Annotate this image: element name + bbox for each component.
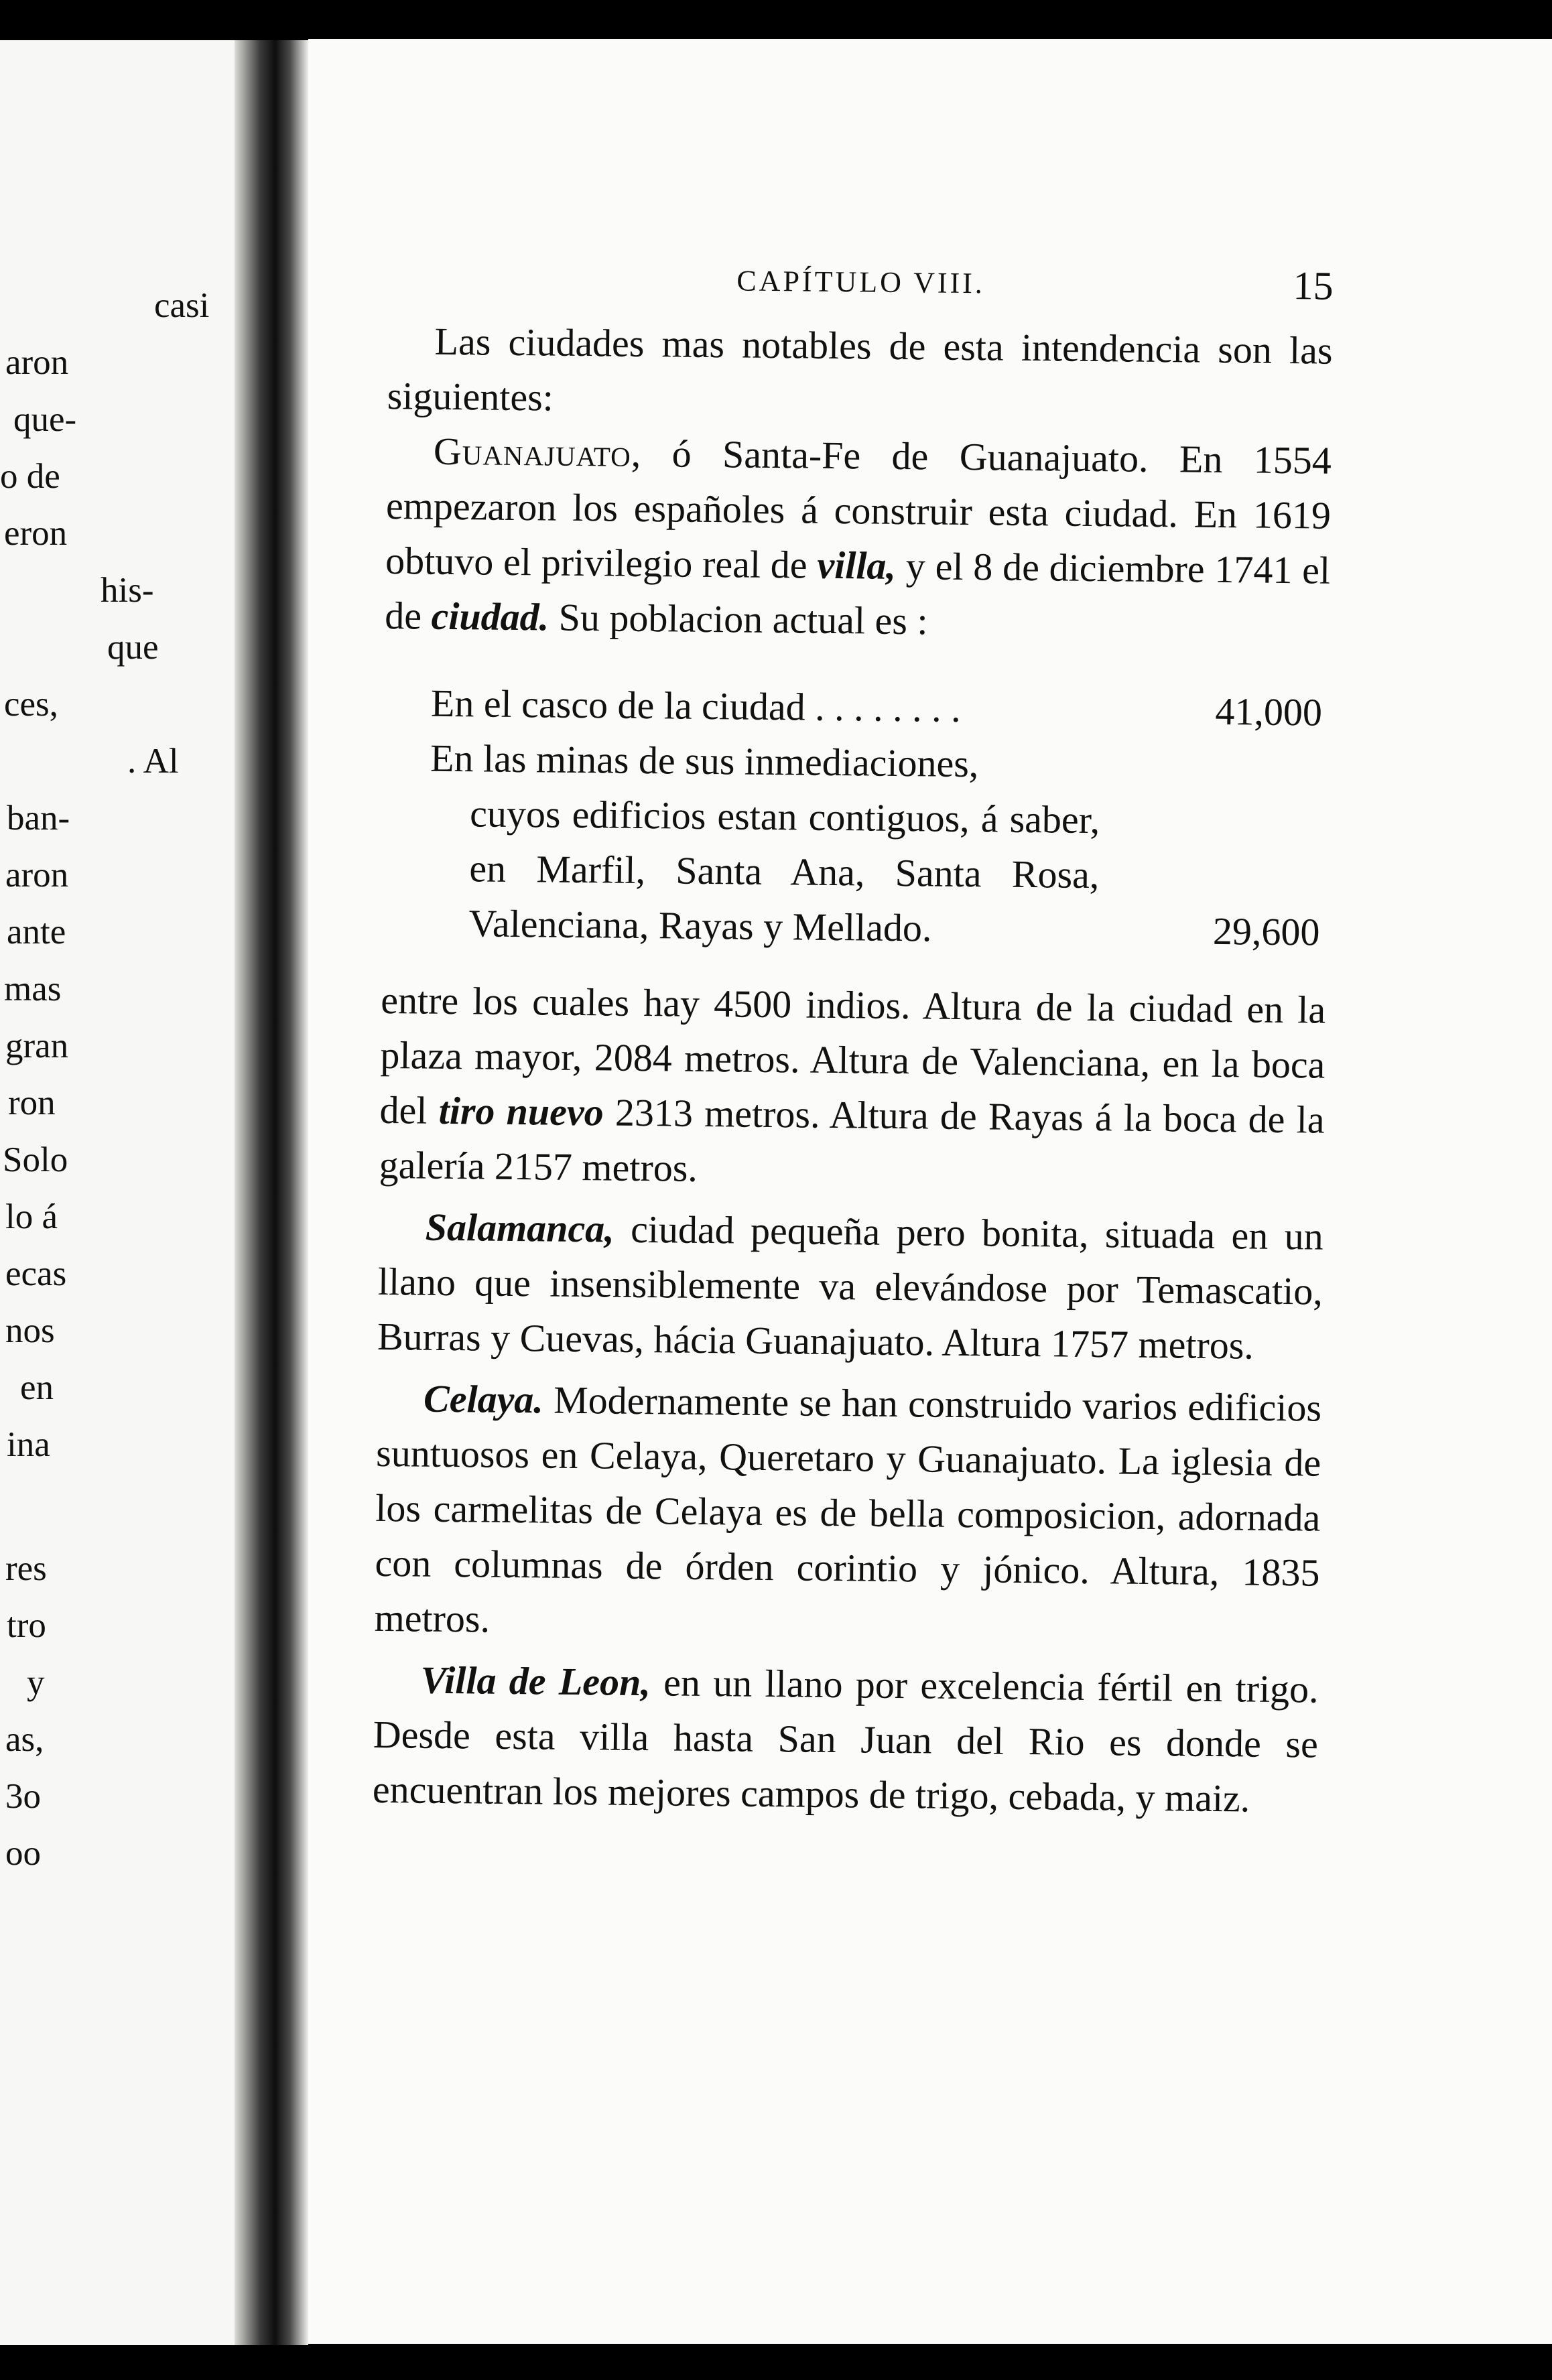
table-row-label-continuation: cuyos edificios estan contiguos, á saber, en Marfil, Santa Ana, Santa Rosa, Valenciana, Rayas y Mellado. (468, 791, 1100, 950)
paragraph-text: , ó Santa-Fe de Guanajuato. En 1554 empezaron los españoles á construir esta ciudad. En 1619 obtuvo el privilegio real de (385, 431, 1332, 587)
table-row (431, 676, 1323, 740)
paragraph-text: 2313 metros. Altura de Rayas á la boca de la galería 2157 metros. (379, 1090, 1325, 1190)
emphasis-villa: villa, (817, 543, 897, 588)
fragment-line: 3o (5, 1777, 41, 1816)
fragment-line: y (27, 1663, 45, 1702)
fragment-line: ron (8, 1083, 56, 1122)
fragment-line: tro (7, 1606, 46, 1645)
table-row-value: 41,000 (1215, 689, 1323, 734)
paragraph-text: entre los cuales hay 4500 indios. Altura de la ciudad en la plaza mayor, 2084 metros. Altura de Valenciana, en la boca del (379, 978, 1326, 1132)
fragment-line: eron (4, 514, 68, 553)
fragment-line: gran (5, 1027, 69, 1065)
fragment-line: en (20, 1368, 54, 1407)
fragment-line: oo (5, 1834, 41, 1873)
paragraph-text: Las ciudades mas notables de esta intendencia son las siguientes: (387, 319, 1333, 419)
paragraph-text: Su poblacion actual es : (548, 595, 928, 643)
emphasis-tiro-nuevo: tiro nuevo (438, 1088, 604, 1134)
fragment-line: ina (7, 1425, 50, 1464)
current-page (308, 39, 1552, 2344)
paragraph-guanajuato (385, 423, 1332, 653)
fragment-line: his- (101, 571, 154, 610)
fragment-line: lo á (5, 1197, 58, 1236)
city-name-villa-de-leon: Villa de Leon, (420, 1658, 651, 1705)
city-name-guanajuato: Guanajuato (433, 429, 632, 475)
table-row-label: En el casco de la ciudad . . . . . . . . (430, 681, 962, 730)
paragraph-celaya (374, 1371, 1321, 1656)
paragraph-text: Modernamente se han construido varios edificios suntuosos en Celaya, Queretaro y Guanajuato. La iglesia de los carmelitas de Celaya es de bella composicion, adornada con columnas de órden corintio y jónico. Altura, 1835 metros. (374, 1378, 1322, 1641)
paragraph-text: ciudad pequeña pero bonita, situada en un llano que insensiblemente va elevándose por Temascatio, Burras y Cuevas, hácia Guanajuato. Altura 1757 metros. (377, 1207, 1324, 1368)
city-name-salamanca: Salamanca, (425, 1205, 615, 1251)
fragment-line: mas (4, 970, 62, 1008)
page-text-block (373, 253, 1334, 1827)
city-name-celaya: Celaya. (423, 1376, 544, 1422)
fragment-line: o de (0, 457, 60, 496)
fragment-line: ante (7, 913, 66, 951)
fragment-line: res (5, 1549, 47, 1588)
fragment-line: ban- (7, 799, 70, 838)
fragment-line: . Al (127, 742, 179, 781)
table-row-label-first: En las minas de sus inmediaciones, (430, 736, 979, 786)
fragment-line: que (107, 628, 159, 667)
fragment-line: aron (5, 856, 69, 895)
population-table (428, 676, 1322, 960)
table-row (428, 731, 1321, 960)
running-head (388, 253, 1334, 324)
chapter-title: CAPÍTULO VIII. (736, 264, 986, 300)
table-row-label (428, 731, 1100, 957)
book-gutter (235, 40, 308, 2345)
fragment-line: Solo (3, 1140, 68, 1179)
paragraph-villa-de-leon (373, 1652, 1319, 1827)
fragment-line: ecas (5, 1254, 67, 1293)
paragraph-text: y el 8 de diciembre 1741 el de (384, 543, 1331, 638)
fragment-line: nos (5, 1311, 55, 1350)
emphasis-ciudad: ciudad. (431, 594, 549, 639)
fragment-line: casi (154, 286, 210, 325)
table-row-value: 29,600 (1212, 909, 1320, 954)
paragraph-altitudes (379, 973, 1325, 1203)
previous-page-fragment (0, 40, 235, 2345)
fragment-line: aron (5, 343, 69, 382)
paragraph-salamanca (377, 1199, 1323, 1374)
fragment-line: as, (5, 1720, 44, 1759)
page-number: 15 (1293, 263, 1334, 308)
paragraph-intro (387, 314, 1333, 434)
paragraph-text: en un llano por excelencia fértil en trigo. Desde esta villa hasta San Juan del Rio es donde se encuentran los mejores campos de trigo, cebada, y maiz. (372, 1660, 1319, 1821)
fragment-line: ces, (4, 685, 58, 724)
fragment-line: que- (13, 400, 77, 439)
